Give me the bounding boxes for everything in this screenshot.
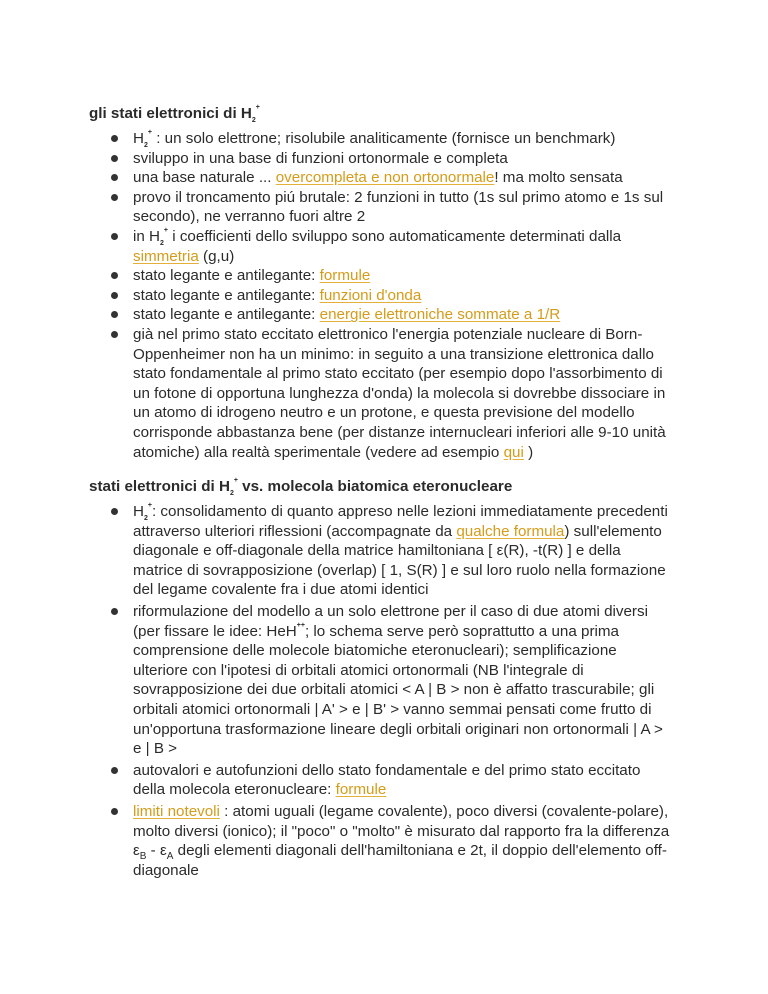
list-item: già nel primo stato eccitato elettronico l'energia potenziale nucleare di Born-Oppenheimer non ha un minimo: in seguito a una transizione elettronica dallo stato fondamentale al primo stato eccitato (per esempio dopo l'assorbimento di un fotone di opportuna lunghezza d'onda) la molecola si dovrebbe dissociare in un atomo di idrogeno neutro e un protone, e questa previsione del modello corrisponde abbastanza bene (per distanze internucleari inferiori alle 9-10 unità atomiche) alla realtà sperimentale (vedere ad esempio qui ) (110, 325, 670, 462)
list-item: $H_2^+$ : un solo elettrone; risolubile analiticamente (fornisce un benchmark) (110, 129, 670, 149)
subscript: 2 (229, 490, 234, 497)
link-formule[interactable]: formule (319, 267, 371, 285)
heading-text: stati elettronici di H (89, 478, 230, 495)
list-item: riformulazione del modello a un solo elettrone per il caso di due atomi diversi (per fissare le idee: HeH++; lo schema serve però soprattutto a una prima comprensione delle molecole biatomiche eteronucleari); semplificazione ulteriore con l'ipotesi di orbitali atomici ortonormali (NB l'integrale di sovrapposizione dei due orbitali atomici < A | B > non è affatto trascurabile; gli orbitali atomici ortonormali | A' > e | B' > vanno semmai pensati come frutto di un'opportuna trasformazione lineare degli orbitali originari non ortonormali | A > e | B > (110, 602, 670, 759)
link-formule-2[interactable]: formule (335, 781, 387, 799)
subscript: 2 (251, 117, 256, 124)
link-simmetria[interactable]: simmetria (133, 247, 199, 265)
list-item: in $H_2^+$ i coefficienti dello sviluppo sono automaticamente determinati dalla simmetria (g,u) (110, 227, 670, 266)
list-item: sviluppo in una base di funzioni ortonormale e completa (110, 149, 670, 169)
link-qui[interactable]: qui (503, 443, 524, 461)
list-item: stato legante e antilegante: formule (110, 266, 670, 286)
section2-list (110, 502, 670, 880)
link-funzioni-onda[interactable]: funzioni d'onda (319, 286, 422, 304)
heading-text: gli stati elettronici di H (89, 105, 252, 122)
heading-text-2: vs. molecola biatomica eteronucleare (237, 478, 513, 495)
list-item: stato legante e antilegante: energie elettroniche sommate a 1/R (110, 305, 670, 325)
list-item: provo il troncamento piú brutale: 2 funzioni in tutto (1s sul primo atomo e 1s sul secondo), ne verranno fuori altre 2 (110, 188, 670, 227)
list-item: limiti notevoli : atomi uguali (legame covalente), poco diversi (covalente-polare), molto diversi (ionico); il "poco" o "molto" è misurato dal rapporto fra la differenza $\varepsilon_B - \varepsilon_A$ degli elementi diagonali dell'hamiltoniana e 2t, il doppio dell'elemento off-diagonale (110, 802, 670, 880)
link-limiti-notevoli[interactable]: limiti notevoli (133, 802, 220, 820)
list-item: autovalori e autofunzioni dello stato fondamentale e del primo stato eccitato della molecola eteronucleare: formule (110, 761, 670, 800)
superscript: + (255, 104, 260, 111)
link-overcompleta[interactable]: overcompleta e non ortonormale (275, 169, 495, 187)
list-item: stato legante e antilegante: funzioni d'onda (110, 286, 670, 306)
superscript: + (233, 477, 238, 484)
list-item: una base naturale ... overcompleta e non ortonormale! ma molto sensata (110, 168, 670, 188)
section-heading-h2plus (89, 104, 260, 124)
link-energie[interactable]: energie elettroniche sommate a 1/R (319, 306, 561, 324)
section1-list (110, 129, 670, 462)
list-item: $H_2^+$: consolidamento di quanto appreso nelle lezioni immediatamente precedenti attraverso ulteriori riflessioni (accompagnate da qualche formula) sull'elemento diagonale e off-diagonale della matrice hamiltoniana [ ε(R), -t(R) ] e della matrice di sovrapposizione (overlap) [ 1, S(R) ] e sul loro ruolo nella formazione del legame covalente fra i due atomi identici (110, 502, 670, 600)
section-heading-heteronuclear (89, 477, 512, 497)
link-qualche-formula[interactable]: qualche formula (456, 522, 565, 540)
